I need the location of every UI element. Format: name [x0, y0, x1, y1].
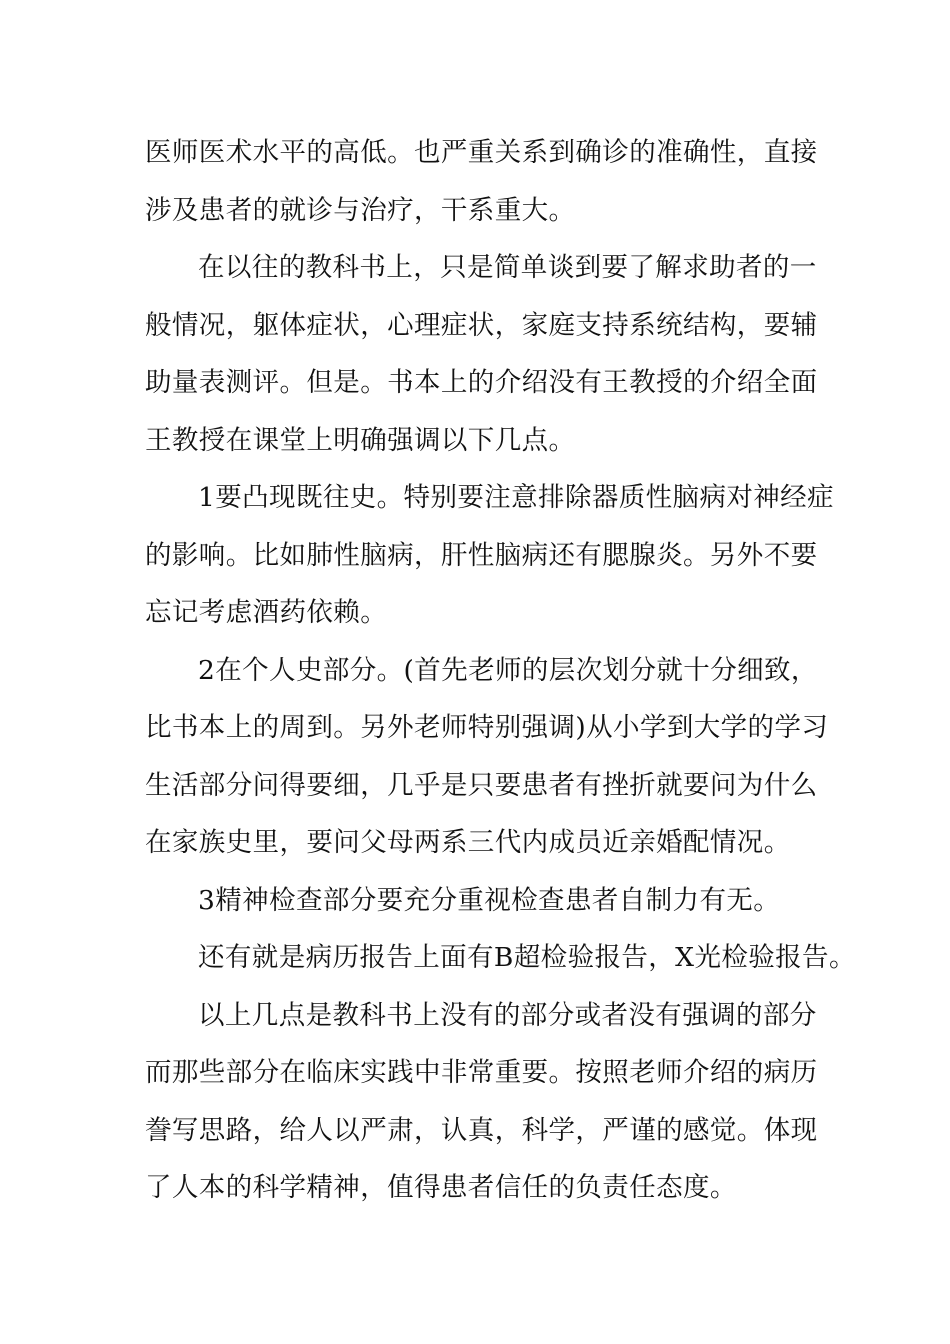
paragraph-line: 在以往的教科书上，只是简单谈到要了解求助者的一: [198, 252, 817, 283]
text-line: 比书本上的周到。另外老师特别强调)从小学到大学的学习: [145, 712, 829, 743]
text-line: 般情况，躯体症状，心理症状，家庭支持系统结构，要辅: [145, 310, 818, 341]
text-line: 医师医术水平的高低。也严重关系到确诊的准确性，直接: [145, 137, 818, 168]
text-line: 而那些部分在临床实践中非常重要。按照老师介绍的病历: [145, 1057, 818, 1088]
text-line: 助量表测评。但是。书本上的介绍没有王教授的介绍全面: [145, 367, 818, 398]
text-line: 的影响。比如肺性脑病，肝性脑病还有腮腺炎。另外不要: [145, 540, 818, 571]
text-line: 在家族史里，要问父母两系三代内成员近亲婚配情况。: [145, 827, 791, 858]
paragraph-line: 以上几点是教科书上没有的部分或者没有强调的部分: [198, 1000, 817, 1031]
text-line: 誊写思路，给人以严肃，认真，科学，严谨的感觉。体现: [145, 1115, 818, 1146]
text-line: 忘记考虑酒药依赖。: [145, 597, 388, 628]
paragraph-line: 1要凸现既往史。特别要注意排除器质性脑病对神经症: [198, 482, 834, 513]
text-line: 涉及患者的就诊与治疗，干系重大。: [145, 195, 576, 226]
paragraph-line: 2在个人史部分。(首先老师的层次划分就十分细致，: [198, 655, 818, 686]
text-line: 生活部分问得要细，几乎是只要患者有挫折就要问为什么: [145, 770, 818, 801]
text-line: 王教授在课堂上明确强调以下几点。: [145, 425, 576, 456]
paragraph-line: 还有就是病历报告上面有B超检验报告，X光检验报告。: [198, 942, 856, 973]
paragraph-line: 3精神检查部分要充分重视检查患者自制力有无。: [198, 885, 781, 916]
text-line: 了人本的科学精神，值得患者信任的负责任态度。: [145, 1172, 737, 1203]
